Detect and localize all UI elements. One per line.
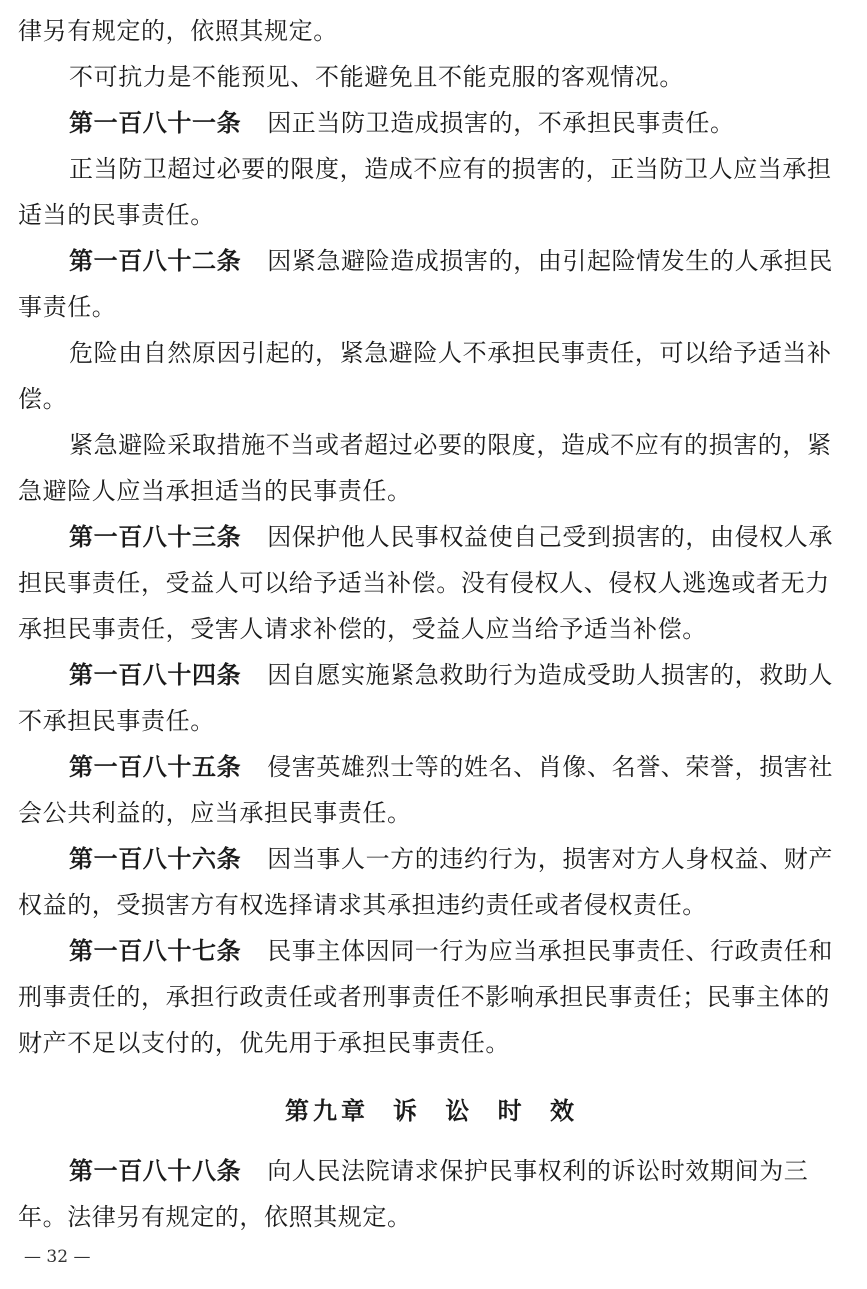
chapter-heading: [18, 1086, 851, 1136]
text-line: 危险由自然原因引起的，紧急避险人不承担民事责任，可以给予适当补: [69, 339, 832, 367]
article-182: [18, 238, 851, 284]
text-line: 正当防卫超过必要的限度，造成不应有的损害的，正当防卫人应当承担: [69, 155, 832, 183]
text-line: 年。法律另有规定的，依照其规定。: [18, 1203, 412, 1231]
text-line: 不承担民事责任。: [18, 707, 215, 735]
article-heading: 第一百八十五条: [69, 753, 242, 781]
article-183: [18, 514, 851, 560]
text-line: 事责任。: [18, 293, 117, 321]
text-line: 权益的，受损害方有权选择请求其承担违约责任或者侵权责任。: [18, 891, 707, 919]
text-line: 担民事责任，受益人可以给予适当补偿。没有侵权人、侵权人逃逸或者无力: [18, 569, 830, 597]
article-text: 因当事人一方的违约行为，损害对方人身权益、财产: [267, 845, 834, 873]
chapter-title: 诉 讼 时 效: [392, 1097, 585, 1125]
article-heading: 第一百八十二条: [69, 247, 242, 275]
text-line: 急避险人应当承担适当的民事责任。: [18, 477, 412, 505]
article-187: [18, 928, 851, 974]
text-line: 刑事责任的，承担行政责任或者刑事责任不影响承担民事责任；民事主体的: [18, 983, 830, 1011]
article-186: [18, 836, 851, 882]
chapter-number: 第九章: [284, 1097, 369, 1125]
document-page: [18, 8, 851, 1240]
article-heading: 第一百八十六条: [69, 845, 242, 873]
article-181: [18, 100, 851, 146]
article-heading: 第一百八十三条: [69, 523, 242, 551]
article-text: 侵害英雄烈士等的姓名、肖像、名誉、荣誉，损害社: [267, 753, 834, 781]
article-heading: 第一百八十一条: [69, 109, 242, 137]
article-text: 向人民法院请求保护民事权利的诉讼时效期间为三: [267, 1157, 809, 1185]
text-line: 律另有规定的，依照其规定。: [18, 17, 338, 45]
text-line: 紧急避险采取措施不当或者超过必要的限度，造成不应有的损害的，紧: [69, 431, 832, 459]
article-184: [18, 652, 851, 698]
article-text: 民事主体因同一行为应当承担民事责任、行政责任和: [267, 937, 834, 965]
text-line: 财产不足以支付的，优先用于承担民事责任。: [18, 1029, 510, 1057]
text-line: 不可抗力是不能预见、不能避免且不能克服的客观情况。: [69, 63, 684, 91]
text-line: 承担民事责任，受害人请求补偿的，受益人应当给予适当补偿。: [18, 615, 707, 643]
article-text: 因保护他人民事权益使自己受到损害的，由侵权人承: [267, 523, 834, 551]
article-heading: 第一百八十八条: [69, 1157, 242, 1185]
article-heading: 第一百八十四条: [69, 661, 242, 689]
article-185: [18, 744, 851, 790]
article-text: 因紧急避险造成损害的，由引起险情发生的人承担民: [267, 247, 834, 275]
text-line: 偿。: [18, 385, 68, 413]
article-text: 因正当防卫造成损害的，不承担民事责任。: [267, 109, 735, 137]
text-line: 适当的民事责任。: [18, 201, 215, 229]
article-188: [18, 1148, 851, 1194]
text-line: 会公共利益的，应当承担民事责任。: [18, 799, 412, 827]
article-heading: 第一百八十七条: [69, 937, 242, 965]
article-text: 因自愿实施紧急救助行为造成受助人损害的，救助人: [267, 661, 834, 689]
page-number: — 32 —: [24, 1247, 91, 1267]
